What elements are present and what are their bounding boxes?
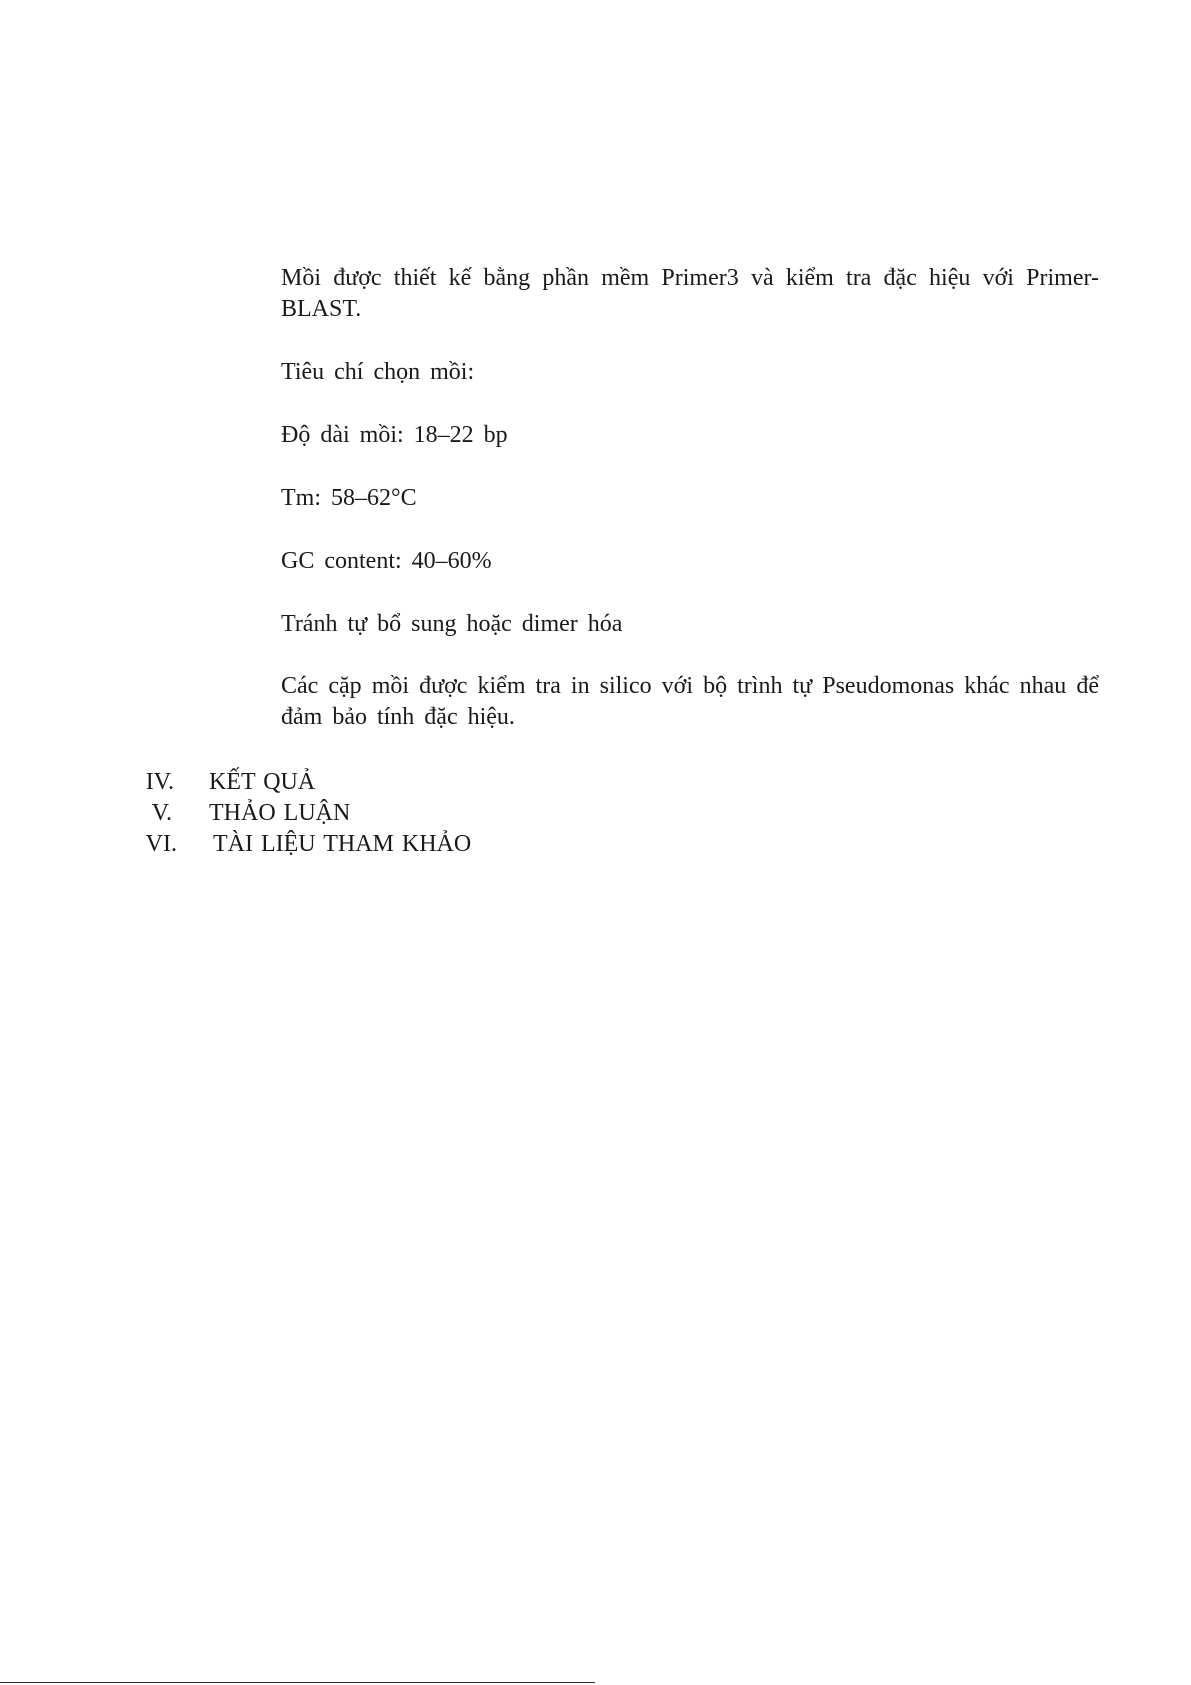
paragraph-primer-design: Mồi được thiết kế bằng phần mềm Primer3 và kiểm tra đặc hiệu với Primer-BLAST. <box>281 265 1099 322</box>
section-number: VI. <box>145 831 177 857</box>
section-title: TÀI LIỆU THAM KHẢO <box>213 831 472 857</box>
section-number: V. <box>151 800 172 826</box>
section-heading-results <box>0 766 700 798</box>
criterion-tm: Tm: 58–62°C <box>281 485 417 511</box>
section-title: THẢO LUẬN <box>209 800 351 826</box>
criterion-avoid-dimer: Tránh tự bổ sung hoặc dimer hóa <box>281 611 623 637</box>
criterion-length: Độ dài mồi: 18–22 bp <box>281 422 508 448</box>
criterion-gc-content: GC content: 40–60% <box>281 548 492 574</box>
section-heading-discussion <box>0 797 700 829</box>
paragraph-in-silico-check: Các cặp mồi được kiểm tra in silico với bộ trình tự Pseudomonas khác nhau để đảm bảo tính đặc hiệu. <box>281 673 1099 730</box>
footnote-separator <box>0 1682 595 1683</box>
section-title: KẾT QUẢ <box>209 769 316 795</box>
section-number: IV. <box>145 769 174 795</box>
section-heading-references <box>0 828 700 860</box>
paragraph-criteria-intro: Tiêu chí chọn mồi: <box>281 359 475 385</box>
